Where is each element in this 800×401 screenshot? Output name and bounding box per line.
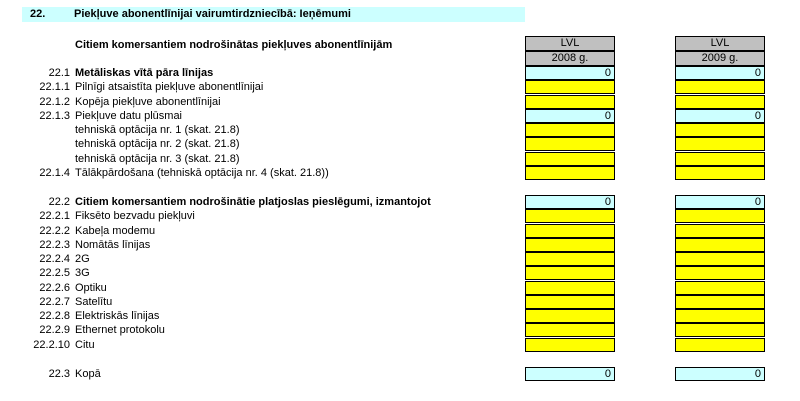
row-label: Kabeļa modemu [75, 225, 156, 237]
row-number: 22.1.2 [39, 96, 70, 108]
row-number: 22.1.4 [39, 167, 70, 179]
formula-cell[interactable] [525, 195, 615, 209]
input-cell[interactable] [675, 95, 765, 109]
cell-value [761, 153, 764, 165]
row-label: Fiksēto bezvadu piekļuvi [75, 210, 195, 222]
cell-value [611, 167, 614, 179]
cell-value [611, 310, 614, 322]
input-cell[interactable] [525, 137, 615, 151]
column-1-year: 2008 g. [525, 51, 615, 66]
row-label: Satelītu [75, 296, 113, 308]
cell-value [761, 81, 764, 93]
row-label: Nomātās līnijas [75, 239, 151, 251]
column-2-year: 2009 g. [675, 51, 765, 66]
section-title-bar [22, 7, 525, 22]
cell-value: 0 [754, 110, 761, 122]
formula-cell[interactable] [675, 109, 765, 123]
cell-value [761, 310, 764, 322]
cell-value [761, 253, 764, 265]
row-number: 22.2.4 [39, 253, 70, 265]
row-number: 22.2.9 [39, 324, 70, 336]
row-label: Tālākpārdošana (tehniskā optācija nr. 4 (skat. 21.8)) [75, 167, 329, 179]
cell-value [761, 167, 764, 179]
row-number: 22.2.5 [39, 267, 70, 279]
cell-value [611, 253, 614, 265]
row-number: 22.3 [48, 368, 70, 380]
input-cell[interactable] [675, 80, 765, 94]
row-number: 22.2.10 [33, 339, 70, 351]
input-cell[interactable] [675, 252, 765, 266]
cell-value [761, 124, 764, 136]
input-cell[interactable] [525, 281, 615, 295]
input-cell[interactable] [675, 238, 765, 252]
input-cell[interactable] [525, 166, 615, 180]
cell-value [611, 210, 614, 222]
row-number: 22.2.6 [39, 282, 70, 294]
cell-value: 0 [754, 196, 761, 208]
input-cell[interactable] [525, 95, 615, 109]
row-label: Elektriskās līnijas [75, 310, 160, 322]
cell-value [611, 296, 614, 308]
cell-value [611, 81, 614, 93]
input-cell[interactable] [525, 123, 615, 137]
row-number: 22.1 [48, 67, 70, 79]
input-cell[interactable] [675, 309, 765, 323]
input-cell[interactable] [525, 266, 615, 280]
input-cell[interactable] [525, 295, 615, 309]
row-label: Metāliskas vītā pāra līnijas [75, 67, 214, 79]
row-label: tehniskā optācija nr. 1 (skat. 21.8) [75, 124, 240, 136]
input-cell[interactable] [525, 80, 615, 94]
row-number: 22.2.7 [39, 296, 70, 308]
formula-cell[interactable] [525, 66, 615, 80]
cell-value [611, 124, 614, 136]
cell-value: 0 [604, 67, 611, 79]
input-cell[interactable] [675, 281, 765, 295]
input-cell[interactable] [525, 209, 615, 223]
cell-value: 0 [604, 368, 611, 380]
row-number: 22.1.1 [39, 81, 70, 93]
row-label: Citu [75, 339, 95, 351]
input-cell[interactable] [675, 224, 765, 238]
row-label: Kopēja piekļuve abonentlīnijai [75, 96, 221, 108]
cell-value [761, 96, 764, 108]
row-number: 22.1.3 [39, 110, 70, 122]
row-label: Optiku [75, 282, 107, 294]
cell-value [611, 324, 614, 336]
cell-value: 0 [604, 110, 611, 122]
formula-cell[interactable] [525, 109, 615, 123]
row-label: Pilnīgi atsaistīta piekļuve abonentlīnijai [75, 81, 264, 93]
cell-value [761, 324, 764, 336]
input-cell[interactable] [675, 323, 765, 337]
input-cell[interactable] [675, 166, 765, 180]
formula-cell[interactable] [675, 367, 765, 381]
row-label: 2G [75, 253, 90, 265]
row-number: 22.2.8 [39, 310, 70, 322]
input-cell[interactable] [675, 209, 765, 223]
input-cell[interactable] [675, 137, 765, 151]
formula-cell[interactable] [675, 66, 765, 80]
cell-value: 0 [604, 196, 611, 208]
column-2-currency: LVL [675, 36, 765, 51]
cell-value [761, 225, 764, 237]
cell-value [611, 282, 614, 294]
row-label: Ethernet protokolu [75, 324, 165, 336]
cell-value [611, 138, 614, 150]
section-title: Piekļuve abonentlīnijai vairumtirdzniecībā: Ieņēmumi [74, 8, 351, 20]
section-number: 22. [30, 8, 46, 20]
input-cell[interactable] [675, 266, 765, 280]
input-cell[interactable] [525, 238, 615, 252]
cell-value [611, 153, 614, 165]
cell-value [611, 239, 614, 251]
cell-value [611, 267, 614, 279]
cell-value [611, 96, 614, 108]
row-label: 3G [75, 267, 90, 279]
input-cell[interactable] [525, 323, 615, 337]
cell-value [611, 339, 614, 351]
row-label: tehniskā optācija nr. 3 (skat. 21.8) [75, 153, 240, 165]
cell-value [761, 296, 764, 308]
cell-value [761, 239, 764, 251]
input-cell[interactable] [525, 152, 615, 166]
cell-value [611, 225, 614, 237]
input-cell[interactable] [675, 295, 765, 309]
row-number: 22.2 [48, 196, 70, 208]
input-cell[interactable] [525, 252, 615, 266]
cell-value [761, 210, 764, 222]
formula-cell[interactable] [525, 367, 615, 381]
column-1-currency: LVL [525, 36, 615, 51]
cell-value [761, 138, 764, 150]
section-heading: Citiem komersantiem nodrošinātas piekļuves abonentlīnijām [75, 39, 393, 51]
row-label: tehniskā optācija nr. 2 (skat. 21.8) [75, 138, 240, 150]
input-cell[interactable] [675, 152, 765, 166]
input-cell[interactable] [675, 123, 765, 137]
row-label: Piekļuve datu plūsmai [75, 110, 183, 122]
cell-value [761, 267, 764, 279]
row-label: Citiem komersantiem nodrošinātie platjoslas pieslēgumi, izmantojot [75, 196, 431, 208]
cell-value [761, 339, 764, 351]
row-label: Kopā [75, 368, 101, 380]
formula-cell[interactable] [675, 195, 765, 209]
row-number: 22.2.2 [39, 225, 70, 237]
input-cell[interactable] [525, 338, 615, 352]
input-cell[interactable] [525, 224, 615, 238]
input-cell[interactable] [675, 338, 765, 352]
cell-value: 0 [754, 67, 761, 79]
row-number: 22.2.1 [39, 210, 70, 222]
input-cell[interactable] [525, 309, 615, 323]
cell-value [761, 282, 764, 294]
cell-value: 0 [754, 368, 761, 380]
row-number: 22.2.3 [39, 239, 70, 251]
